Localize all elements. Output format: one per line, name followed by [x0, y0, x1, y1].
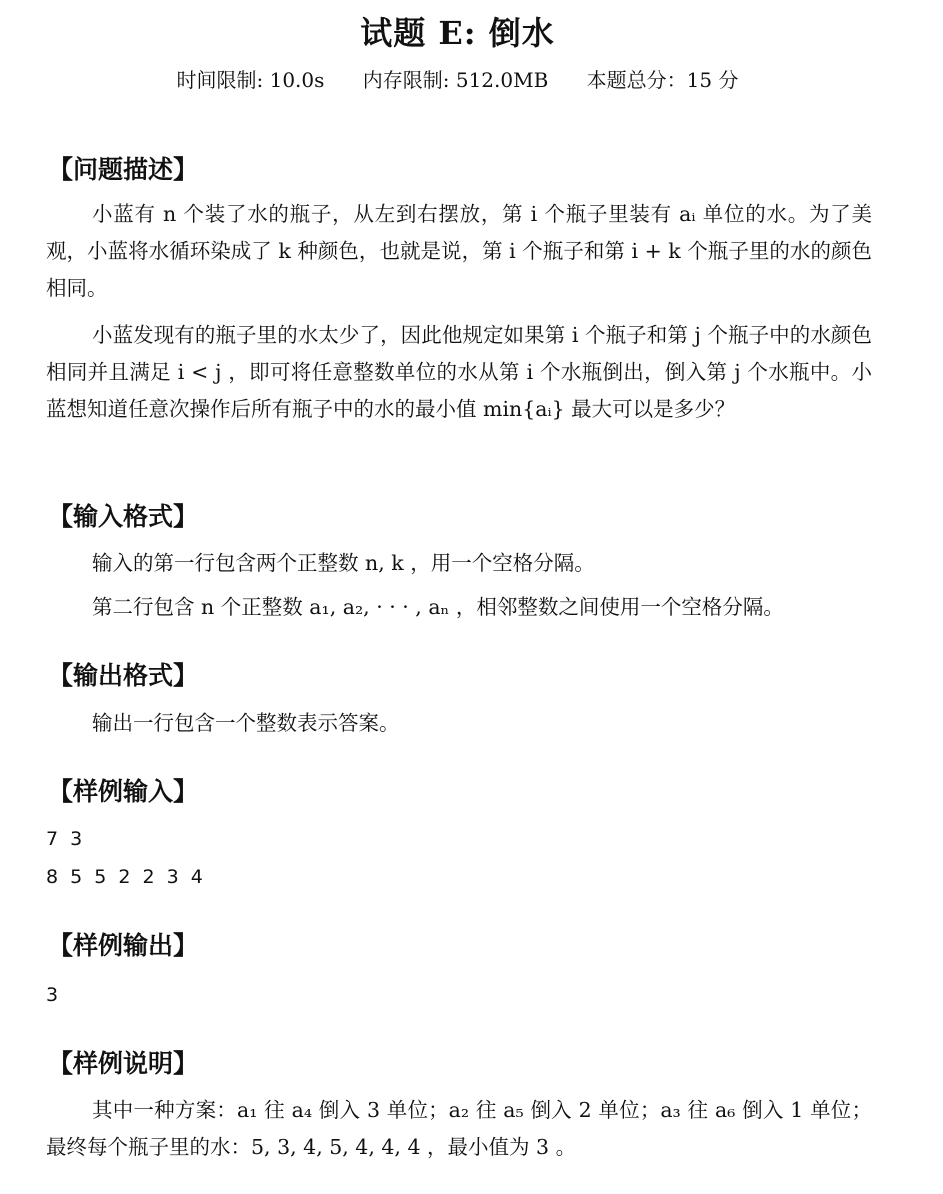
- description-heading: 【问题描述】: [48, 155, 199, 184]
- problem-meta: [0, 64, 915, 93]
- sample-input-heading: 【样例输入】: [48, 777, 199, 806]
- sample-input-line-1: 7 3: [46, 828, 86, 850]
- input-format-line-1: 输入的第一行包含两个正整数 n, k ，用一个空格分隔。: [92, 551, 595, 575]
- time-limit: 时间限制: 10.0s: [176, 68, 325, 92]
- input-format-line-2: 第二行包含 n 个正整数 a₁, a₂, · · · , aₙ ，相邻整数之间使用一个空格分隔。: [92, 595, 784, 619]
- sample-explanation-heading: 【样例说明】: [48, 1049, 199, 1078]
- total-score: 本题总分：15 分: [586, 68, 739, 92]
- sample-input-line-2: 8 5 5 2 2 3 4: [46, 866, 206, 888]
- description-paragraph-2: 小蓝发现有的瓶子里的水太少了，因此他规定如果第 i 个瓶子和第 j 个瓶子中的水颜色相同并且满足 i < j ，即可将任意整数单位的水从第 i 个水瓶倒出，倒入第 j 个水瓶中。小蓝想知道任意次操作后所有瓶子中的水的最小值 min{aᵢ} 最大可以是多少？: [46, 323, 872, 421]
- output-format-line-1: 输出一行包含一个整数表示答案。: [92, 711, 400, 735]
- sample-output-line-1: 3: [46, 984, 62, 1006]
- sample-output-heading: 【样例输出】: [48, 931, 199, 960]
- memory-limit: 内存限制: 512.0MB: [362, 68, 549, 92]
- problem-title: 试题 E: 倒水: [360, 14, 555, 52]
- input-format-heading: 【输入格式】: [48, 502, 199, 531]
- sample-explanation-paragraph: 其中一种方案：a₁ 往 a₄ 倒入 3 单位；a₂ 往 a₅ 倒入 2 单位；a₃ 往 a₆ 倒入 1 单位；最终每个瓶子里的水：5, 3, 4, 5, 4, 4, 4 ，最小值为 3 。: [46, 1098, 872, 1159]
- output-format-heading: 【输出格式】: [48, 661, 199, 690]
- description-paragraph-1: 小蓝有 n 个装了水的瓶子，从左到右摆放，第 i 个瓶子里装有 aᵢ 单位的水。为了美观，小蓝将水循环染成了 k 种颜色，也就是说，第 i 个瓶子和第 i + k 个瓶子里的水的颜色相同。: [46, 202, 872, 300]
